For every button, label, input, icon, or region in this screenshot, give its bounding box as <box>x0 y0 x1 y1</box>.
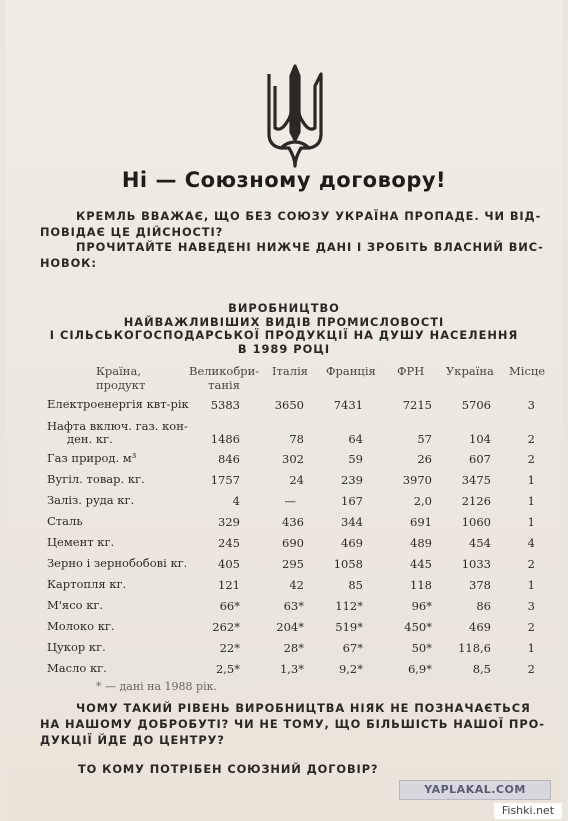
row-label <box>47 420 188 446</box>
row-label: Сталь <box>47 514 83 528</box>
cell-place: 2 <box>527 557 535 571</box>
cell-ukraine: 607 <box>469 452 491 466</box>
cell-france: 67* <box>342 641 363 655</box>
row-label: Зерно і зернобобові кг. <box>47 556 188 570</box>
cell-ukraine: 3475 <box>461 473 491 487</box>
cell-uk: 22* <box>219 641 240 655</box>
cell-italy: 63* <box>283 599 304 613</box>
cell-uk: 846 <box>218 452 240 466</box>
cell-ukraine: 86 <box>476 599 491 613</box>
cell-italy: 690 <box>282 536 304 550</box>
table-row <box>0 420 568 448</box>
cell-uk: 5383 <box>210 398 240 412</box>
cell-place: 2 <box>527 620 535 634</box>
table-row <box>0 452 568 472</box>
cell-frg: 96* <box>411 599 432 613</box>
intro-paragraph-1-line-2: ПОВІДАЄ ЦЕ ДІЙСНОСТІ? <box>40 225 224 239</box>
column-header-place: Місце <box>509 364 546 378</box>
cell-ukraine: 378 <box>469 578 491 592</box>
cell-uk: 245 <box>218 536 240 550</box>
cell-place: 1 <box>527 473 535 487</box>
table-row <box>0 398 568 418</box>
column-header-uk-line-1: Великобри- <box>189 364 260 378</box>
cell-frg: 118 <box>410 578 432 592</box>
column-header-italy: Італія <box>272 364 308 378</box>
cell-ukraine: 2126 <box>461 494 491 508</box>
fishki-watermark: Fishki.net <box>494 803 562 819</box>
cell-france: 344 <box>341 515 363 529</box>
cell-italy: 436 <box>282 515 304 529</box>
cell-italy: 42 <box>289 578 304 592</box>
cell-uk: 66* <box>219 599 240 613</box>
table-row <box>0 620 568 640</box>
closing-question-1-line-1: ЧОМУ ТАКИЙ РІВЕНЬ ВИРОБНИЦТВА НІЯК НЕ ПОЗНАЧАЄТЬСЯ <box>76 701 531 715</box>
row-label: Картопля кг. <box>47 577 127 591</box>
intro-paragraph-1 <box>40 208 546 240</box>
cell-france: 7431 <box>333 398 363 412</box>
cell-frg: 3970 <box>402 473 432 487</box>
cell-ukraine: 1033 <box>461 557 491 571</box>
cell-france: 9,2* <box>338 662 363 676</box>
cell-place: 1 <box>527 641 535 655</box>
row-label: Заліз. руда кг. <box>47 493 135 507</box>
cell-ukraine: 118,6 <box>458 641 491 655</box>
row-label: Цукор кг. <box>47 640 106 654</box>
table-row <box>0 515 568 535</box>
trident-emblem-icon <box>263 62 327 170</box>
table-row <box>0 536 568 556</box>
cell-italy: 204* <box>276 620 304 634</box>
closing-question-1-line-3: ДУКЦІЇ ЙДЕ ДО ЦЕНТРУ? <box>40 733 225 747</box>
column-header-product <box>96 364 145 392</box>
column-header-product-line-2: продукт <box>96 378 146 392</box>
cell-frg: 57 <box>417 432 432 446</box>
cell-frg: 489 <box>410 536 432 550</box>
cell-frg: 6,9* <box>407 662 432 676</box>
cell-uk: 1757 <box>210 473 240 487</box>
row-label: Електроенергія квт-рік <box>47 397 189 411</box>
cell-france: 59 <box>348 452 363 466</box>
cell-italy: 78 <box>289 432 304 446</box>
table-row <box>0 599 568 619</box>
cell-place: 2 <box>527 432 535 446</box>
cell-france: 239 <box>341 473 363 487</box>
intro-paragraph-2-line-1: ПРОЧИТАЙТЕ НАВЕДЕНІ НИЖЧЕ ДАНІ І ЗРОБІТЬ ВЛАСНИЙ ВИС- <box>76 240 544 254</box>
row-label: Вугіл. товар. кг. <box>47 472 145 486</box>
cell-frg: 445 <box>410 557 432 571</box>
footnote: * — дані на 1988 рік. <box>96 680 217 693</box>
row-label: Цемент кг. <box>47 535 115 549</box>
cell-frg: 7215 <box>402 398 432 412</box>
cell-frg: 691 <box>410 515 432 529</box>
cell-france: 469 <box>341 536 363 550</box>
intro-paragraph-1-line-1: КРЕМЛЬ ВВАЖАЄ, ЩО БЕЗ СОЮЗУ УКРАЇНА ПРОПАДЕ. ЧИ ВІД- <box>76 209 542 223</box>
table-title <box>0 302 568 356</box>
table-row <box>0 494 568 514</box>
cell-italy: — <box>284 494 296 508</box>
cell-ukraine: 469 <box>469 620 491 634</box>
table-title-line-3: І СІЛЬСЬКОГОСПОДАРСЬКОЇ ПРОДУКЦІЇ НА ДУШУ НАСЕЛЕННЯ <box>49 328 519 342</box>
cell-place: 1 <box>527 578 535 592</box>
row-label: Масло кг. <box>47 661 107 675</box>
closing-question-2: ТО КОМУ ПОТРІБЕН СОЮЗНИЙ ДОГОВІР? <box>78 762 379 776</box>
cell-uk: 1486 <box>210 432 240 446</box>
cell-place: 4 <box>527 536 535 550</box>
cell-italy: 1,3* <box>279 662 304 676</box>
row-label-line-1: Нафта включ. газ. кон- <box>47 419 188 433</box>
table-row <box>0 557 568 577</box>
closing-question-1-line-2: НА НАШОМУ ДОБРОБУТІ? ЧИ НЕ ТОМУ, ЩО БІЛЬШІСТЬ НАШОЇ ПРО- <box>40 717 545 731</box>
table-title-line-1: ВИРОБНИЦТВО <box>228 301 340 315</box>
closing-question-1 <box>40 700 546 748</box>
cell-frg: 26 <box>417 452 432 466</box>
cell-frg: 2,0 <box>413 494 432 508</box>
row-label-line-2: ден. кг. <box>67 432 113 446</box>
cell-uk: 329 <box>218 515 240 529</box>
cell-place: 2 <box>527 662 535 676</box>
cell-france: 64 <box>348 432 363 446</box>
row-label: Газ природ. м³ <box>47 451 137 465</box>
cell-place: 1 <box>527 515 535 529</box>
intro-paragraph-2-line-2: НОВОК: <box>40 256 97 270</box>
cell-place: 3 <box>527 599 535 613</box>
row-label: М'ясо кг. <box>47 598 104 612</box>
cell-ukraine: 8,5 <box>472 662 491 676</box>
table-row <box>0 473 568 493</box>
intro-paragraph-2 <box>40 239 546 271</box>
cell-uk: 2,5* <box>215 662 240 676</box>
column-header-ukraine: Україна <box>446 364 494 378</box>
table-row <box>0 641 568 661</box>
cell-ukraine: 104 <box>469 432 491 446</box>
cell-italy: 3650 <box>274 398 304 412</box>
cell-france: 167 <box>341 494 363 508</box>
cell-france: 1058 <box>333 557 363 571</box>
cell-ukraine: 5706 <box>461 398 491 412</box>
table-title-line-4: В 1989 РОЦІ <box>237 341 331 356</box>
cell-france: 519* <box>335 620 363 634</box>
column-header-france: Франція <box>326 364 376 378</box>
yaplakal-watermark: YAPLAKAL.COM <box>399 780 551 800</box>
cell-ukraine: 454 <box>469 536 491 550</box>
cell-france: 85 <box>348 578 363 592</box>
page-title: Ні — Союзному договору! <box>121 168 447 192</box>
cell-uk: 262* <box>212 620 240 634</box>
table-title-line-2: НАЙВАЖЛИВІШИХ ВИДІВ ПРОМИСЛОВОСТІ <box>123 314 445 329</box>
cell-france: 112* <box>335 599 363 613</box>
cell-frg: 450* <box>404 620 432 634</box>
row-label: Молоко кг. <box>47 619 115 633</box>
column-header-uk-line-2: танія <box>208 378 240 392</box>
cell-uk: 121 <box>218 578 240 592</box>
cell-uk: 4 <box>232 494 240 508</box>
table-row <box>0 662 568 682</box>
cell-frg: 50* <box>411 641 432 655</box>
cell-place: 1 <box>527 494 535 508</box>
cell-place: 3 <box>527 398 535 412</box>
cell-italy: 28* <box>283 641 304 655</box>
column-header-product-line-1: Країна, <box>96 364 141 378</box>
cell-place: 2 <box>527 452 535 466</box>
column-header-frg: ФРН <box>397 364 425 378</box>
table-row <box>0 578 568 598</box>
cell-ukraine: 1060 <box>461 515 491 529</box>
cell-italy: 24 <box>289 473 304 487</box>
cell-italy: 295 <box>282 557 304 571</box>
cell-italy: 302 <box>282 452 304 466</box>
cell-uk: 405 <box>218 557 240 571</box>
column-header-uk <box>189 364 259 392</box>
